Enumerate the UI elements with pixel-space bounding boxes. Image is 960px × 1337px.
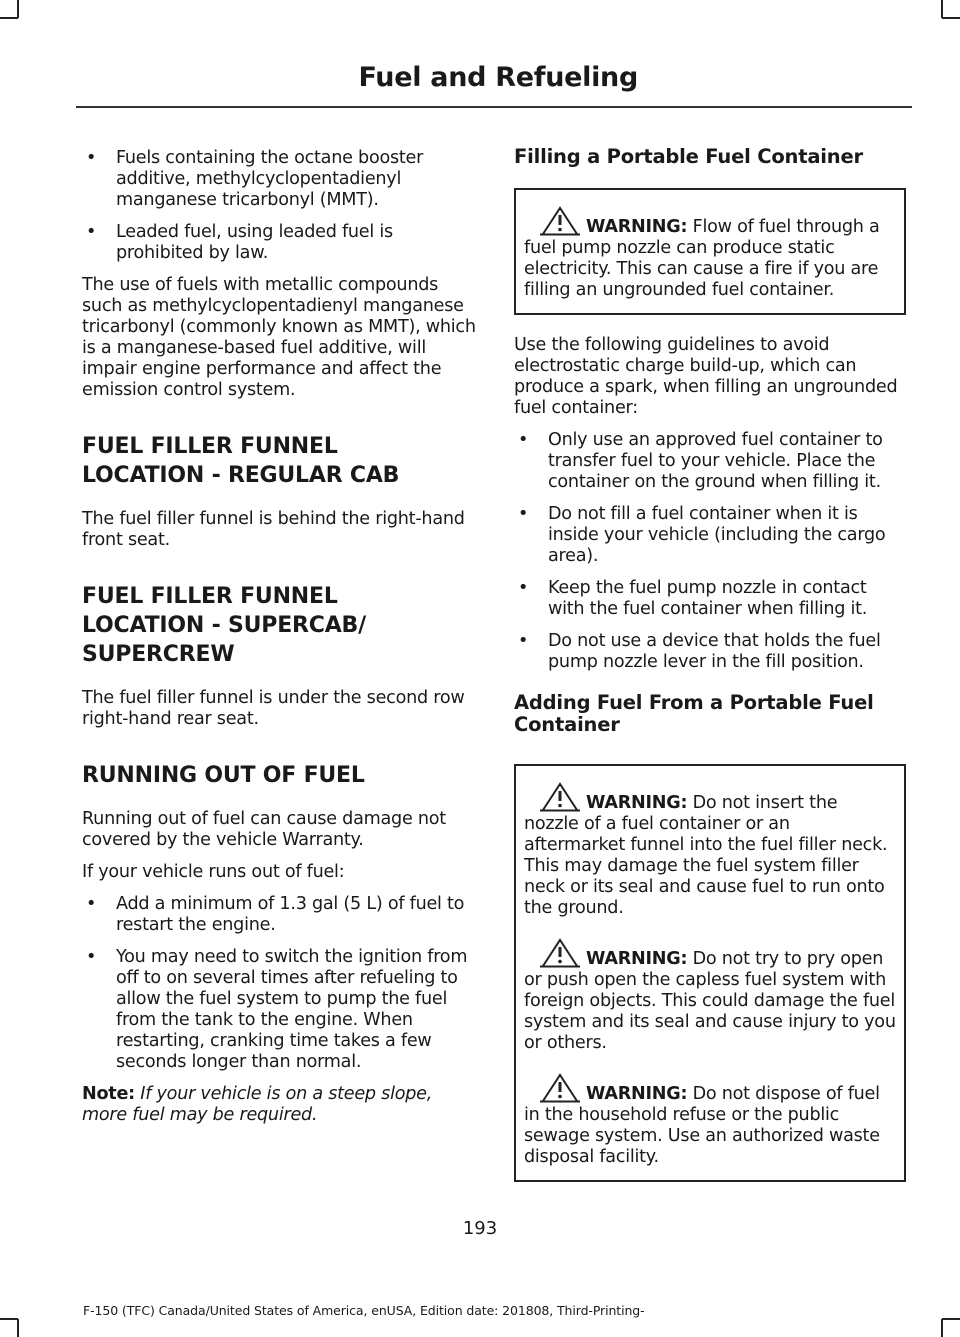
crop-mark xyxy=(941,0,943,18)
list-item: • You may need to switch the ignition from off to on several times after refueling to allow the fuel system to pump the fuel from the tank to the engine. When restarting, cranking time takes a few seconds longer than normal. xyxy=(82,947,476,1073)
note-label: Note: xyxy=(82,1084,135,1104)
warning-triangle-icon xyxy=(540,782,580,812)
warning-text: Do not insert the nozzle of a fuel container or an aftermarket funnel into the fuel filler neck. This may damage the fuel system filler neck or its seal and cause fuel to run onto the ground. xyxy=(524,793,888,918)
left-column xyxy=(82,148,476,1137)
section-heading-supercab xyxy=(82,582,476,669)
edition-footer: F-150 (TFC) Canada/United States of America, enUSA, Edition date: 201808, Third-Printing- xyxy=(83,1303,645,1318)
running-out-paragraph: Running out of fuel can cause damage not covered by the vehicle Warranty. xyxy=(82,809,446,850)
crop-mark xyxy=(942,17,960,19)
warning-text: Do not dispose of fuel in the household refuse or the public sewage system. Use an authorized waste disposal facility. xyxy=(524,1084,880,1167)
warning-box xyxy=(514,764,906,1182)
crop-mark xyxy=(0,1318,18,1320)
metallic-compounds-paragraph: The use of fuels with metallic compounds such as methylcyclopentadienyl manganese tricarbonyl (commonly known as MMT), which is a manganese-based fuel additive, will impair engine performance and affect the emission control system. xyxy=(82,275,476,400)
warning-label: WARNING: xyxy=(586,217,688,237)
crop-mark xyxy=(941,1319,943,1337)
right-column xyxy=(514,146,906,1202)
warning-text: Do not try to pry open or push open the capless fuel system with foreign objects. This could damage the fuel system and its seal and cause injury to you or others. xyxy=(524,949,896,1053)
header-divider xyxy=(76,106,912,108)
list-item: • Leaded fuel, using leaded fuel is prohibited by law. xyxy=(82,222,476,264)
heading-line: FUEL FILLER FUNNEL xyxy=(82,434,338,459)
note xyxy=(82,1084,476,1126)
warning-label: WARNING: xyxy=(586,1084,688,1104)
filling-bullet-list xyxy=(514,430,906,673)
warning-triangle-icon xyxy=(540,938,580,968)
warning-triangle-icon xyxy=(540,1073,580,1103)
list-item: • Keep the fuel pump nozzle in contact with the fuel container when filling it. xyxy=(514,578,906,620)
warning xyxy=(524,938,896,1054)
heading-line: FUEL FILLER FUNNEL xyxy=(82,584,338,609)
section-heading-regular-cab xyxy=(82,432,476,490)
list-item: • Add a minimum of 1.3 gal (5 L) of fuel to restart the engine. xyxy=(82,894,476,936)
crop-mark xyxy=(0,17,18,19)
crop-mark xyxy=(942,1318,960,1320)
note-text: If your vehicle is on a steep slope, more fuel may be required. xyxy=(82,1084,433,1125)
page-number: 193 xyxy=(462,1218,498,1239)
crop-mark xyxy=(17,1319,19,1337)
intro-bullet-list xyxy=(82,148,476,264)
warning xyxy=(524,206,896,301)
section-heading-adding: Adding Fuel From a Portable Fuel Container xyxy=(514,691,874,736)
supercab-paragraph: The fuel filler funnel is under the second row right-hand rear seat. xyxy=(82,688,465,729)
heading-line: SUPERCREW xyxy=(82,642,235,667)
warning-label: WARNING: xyxy=(586,793,688,813)
running-out-bullet-list xyxy=(82,894,476,1073)
regular-cab-paragraph: The fuel filler funnel is behind the right-hand front seat. xyxy=(82,509,465,550)
crop-mark xyxy=(17,0,19,18)
list-item: • Only use an approved fuel container to transfer fuel to your vehicle. Place the container on the ground when filling it. xyxy=(514,430,906,493)
heading-line: RUNNING OUT OF FUEL xyxy=(82,763,365,788)
page-title: Fuel and Refueling xyxy=(358,62,638,93)
warning-text: Flow of fuel through a fuel pump nozzle can produce static electricity. This can cause a fire if you are filling an ungrounded fuel container. xyxy=(524,217,880,300)
section-heading-running-out xyxy=(82,761,476,790)
heading-line: LOCATION - SUPERCAB/ xyxy=(82,613,366,638)
runs-out-intro: If your vehicle runs out of fuel: xyxy=(82,862,345,882)
warning xyxy=(524,1073,896,1168)
warning-triangle-icon xyxy=(540,206,580,236)
warning-label: WARNING: xyxy=(586,949,688,969)
warning-box xyxy=(514,188,906,315)
warning xyxy=(524,782,896,919)
electrostatic-paragraph: Use the following guidelines to avoid electrostatic charge build-up, which can produce a spark, when filling an ungrounded fuel container: xyxy=(514,335,898,418)
list-item: • Fuels containing the octane booster additive, methylcyclopentadienyl manganese tricarbonyl (MMT). xyxy=(82,148,476,211)
section-heading-filling: Filling a Portable Fuel Container xyxy=(514,145,863,168)
list-item: • Do not use a device that holds the fuel pump nozzle lever in the fill position. xyxy=(514,631,906,673)
heading-line: LOCATION - REGULAR CAB xyxy=(82,463,400,488)
list-item: • Do not fill a fuel container when it is inside your vehicle (including the cargo area). xyxy=(514,504,906,567)
